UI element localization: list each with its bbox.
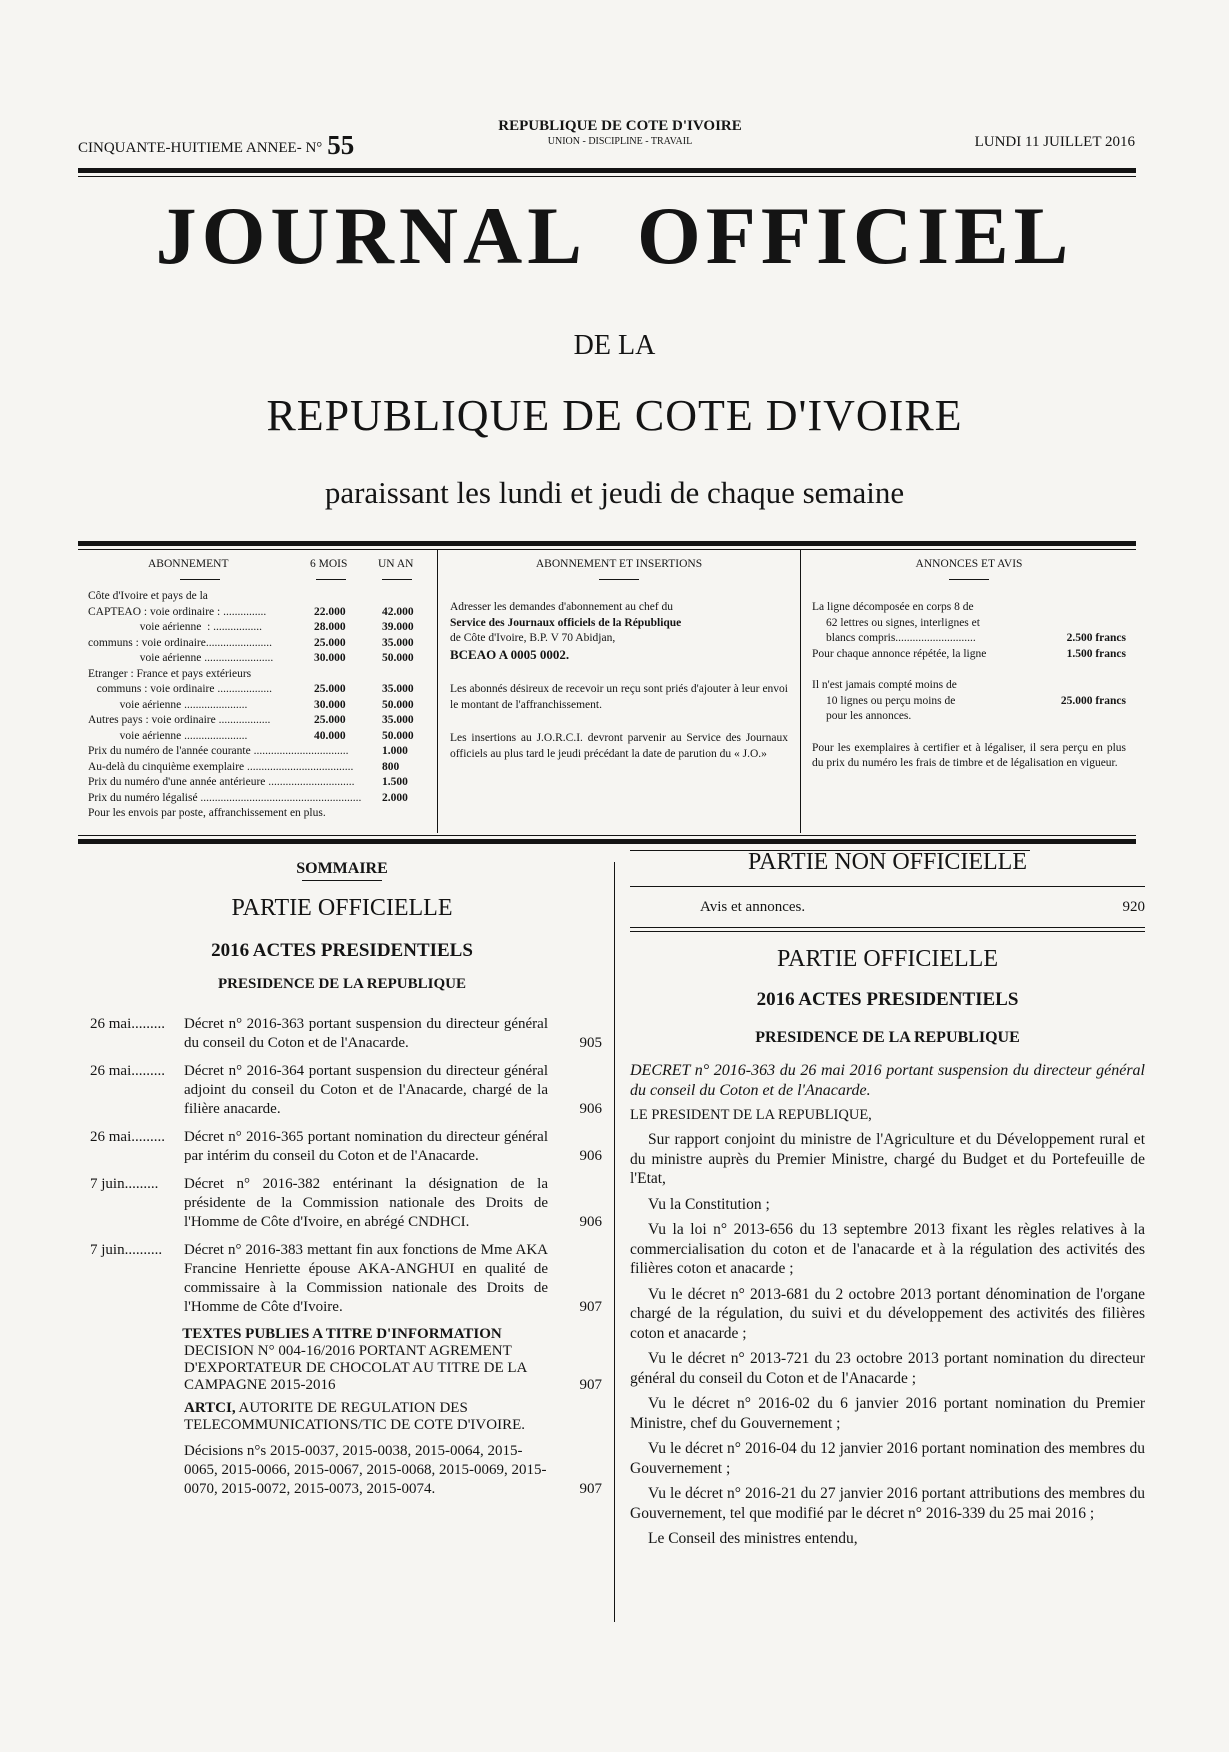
- header-rule-thin: [78, 176, 1136, 177]
- sommaire-item-text: Décret n° 2016-364 portant suspension du directeur général adjoint du conseil du Coton et de l'Anacarde, chargé de la filière anacarde.: [184, 1063, 548, 1117]
- avis-page: 920: [1122, 899, 1145, 915]
- abonnement-row-unan: 39.000: [382, 621, 414, 633]
- abonnement-row-label: voie aérienne ......................: [88, 698, 248, 711]
- masthead-word-journal: JOURNAL: [155, 190, 587, 281]
- sommaire-item-page: 907: [579, 1299, 602, 1315]
- sub-box-bottom-rule: [78, 839, 1136, 844]
- masthead-republique: REPUBLIQUE DE COTE D'IVOIRE: [266, 391, 963, 440]
- right-presidence: PRESIDENCE DE LA REPUBLIQUE: [755, 1029, 1020, 1046]
- abonnement-row-label: Prix du numéro de l'année courante .................................: [88, 745, 349, 757]
- annonces-legalisation: Pour les exemplaires à certifier et à légaliser, il sera perçu en plus du prix du numéro les frais de timbre et de légalisation en vigueur.: [812, 741, 1126, 769]
- subscription-box: [82, 549, 1134, 833]
- abonnement-row-6mois: 40.000: [314, 729, 346, 742]
- decisions-page: 907: [579, 1481, 602, 1497]
- decret-title: DECRET n° 2016-363 du 26 mai 2016 portant suspension du directeur général du conseil du Coton et de l'Anacarde.: [630, 1062, 1145, 1099]
- annonces-line: La ligne décomposée en corps 8 de: [812, 601, 974, 613]
- abonnement-row-6mois: 22.000: [314, 605, 346, 618]
- annonces-title: ANNONCES ET AVIS: [915, 558, 1023, 570]
- abonnement-row-label: communs : voie ordinaire.......................: [88, 636, 272, 649]
- abonnement-row: [88, 667, 428, 683]
- abonnement-row-label: Prix du numéro d'une année antérieure ..............................: [88, 776, 355, 788]
- abonnement-row-6mois: 30.000: [314, 698, 346, 711]
- sommaire-item-page: 906: [579, 1148, 602, 1164]
- sommaire-item-date: 26 mai.........: [90, 1129, 165, 1145]
- abonnement-row-unan: 50.000: [382, 729, 414, 742]
- annonces-line: pour les annonces.: [826, 710, 912, 722]
- avis-annonces-entry: [630, 899, 1145, 919]
- sommaire-actes: 2016 ACTES PRESIDENTIELS: [211, 940, 473, 961]
- decret-paragraph: Sur rapport conjoint du ministre de l'Agriculture et du Développement rural et du ministre auprès du Premier Ministre, chargé du Budget et du Portefeuille de l'Etat,: [630, 1131, 1145, 1187]
- abonnement-row: [88, 729, 428, 745]
- decret-paragraphs: [630, 1130, 1145, 1549]
- insertions-text-1: Adresser les demandes d'abonnement au chef du: [450, 601, 674, 613]
- abonnement-row-label: Prix du numéro légalisé ........................................................: [88, 791, 362, 804]
- partie-non-officielle: PARTIE NON OFFICIELLE: [747, 849, 1027, 875]
- abonnement-row: [88, 698, 428, 714]
- sommaire-section: [82, 850, 602, 1499]
- abonnement-row-label: Côte d'Ivoire et pays de la: [88, 590, 208, 602]
- abonnement-row-6mois: 30.000: [314, 652, 346, 664]
- abonnement-title: ABONNEMENT: [148, 558, 229, 570]
- artci-text: AUTORITE DE REGULATION DES TELECOMMUNICATIONS/TIC DE COTE D'IVOIRE.: [184, 1400, 526, 1433]
- decret-paragraph: Vu le décret n° 2016-21 du 27 janvier 2016 portant attributions des membres du Gouvernement, tel que modifié par le décret n° 2016-339 du 25 mai 2016 ;: [630, 1485, 1145, 1522]
- insertions-column: [450, 557, 788, 775]
- republic-header: REPUBLIQUE DE COTE D'IVOIRE: [498, 118, 742, 134]
- box-divider-2: [800, 549, 801, 833]
- abonnement-row-label: CAPTEAO : voie ordinaire : ...............: [88, 605, 267, 618]
- masthead-title: [0, 190, 1229, 281]
- abonnement-unan-header: UN AN: [378, 558, 414, 570]
- decision-text: DECISION N° 004-16/2016 PORTANT AGREMENT D'EXPORTATEUR DE CHOCOLAT AU TITRE DE LA CAMPAGNE 2015-2016: [184, 1343, 527, 1393]
- sommaire-item: [82, 1015, 602, 1053]
- artci-entry: [184, 1400, 582, 1434]
- sommaire-item: [82, 1241, 602, 1317]
- artci-bold: ARTCI,: [184, 1400, 236, 1416]
- abonnement-row-label: voie aérienne ......................: [88, 729, 248, 742]
- abonnement-row-unan: 1.500: [382, 776, 408, 788]
- right-column: [630, 850, 1145, 1555]
- abonnement-row: [88, 775, 428, 791]
- decision-004: [184, 1343, 602, 1394]
- annonces-line: blancs compris............................ 2.500 francs: [812, 631, 1126, 647]
- abonnement-rows: [88, 589, 428, 822]
- column-divider: [614, 862, 615, 1622]
- decret-paragraph: Vu le décret n° 2013-721 du 23 octobre 2013 portant nomination du directeur général du conseil du Coton et de l'Anacarde ;: [630, 1350, 1145, 1387]
- decisions-list: Décisions n°s 2015-0037, 2015-0038, 2015-0064, 2015-0065, 2015-0066, 2015-0067, 2015-0068, 2015-0069, 2015-0070, 2015-0072, 2015-0073, 2015-0074.: [184, 1443, 547, 1497]
- sommaire-partie-officielle: PARTIE OFFICIELLE: [231, 895, 453, 921]
- sommaire-item-date: 7 juin..........: [90, 1242, 163, 1258]
- right-actes: 2016 ACTES PRESIDENTIELS: [756, 989, 1019, 1010]
- abonnement-row: [88, 760, 428, 776]
- abonnement-row-label: Etranger : France et pays extérieurs: [88, 667, 252, 680]
- abonnement-row-6mois: 28.000: [314, 621, 346, 633]
- abonnement-row-label: Autres pays : voie ordinaire ..................: [88, 714, 271, 726]
- abonnement-row-label: Pour les envois par poste, affranchissement en plus.: [88, 807, 326, 819]
- decret-paragraph: Vu le décret n° 2013-681 du 2 octobre 2013 portant dénomination de l'organe chargé de la régulation, du suivi et du développement des activités des filières coton et anacarde ;: [630, 1285, 1145, 1342]
- abonnement-row-unan: 42.000: [382, 605, 414, 618]
- abonnement-row: [88, 620, 428, 636]
- insertions-service: Service des Journaux officiels de la République: [450, 616, 682, 629]
- abonnement-row-6mois: 25.000: [314, 714, 346, 726]
- decision-page: 907: [579, 1377, 602, 1393]
- abonnement-row-unan: 800: [382, 760, 400, 773]
- sommaire-item-text: Décret n° 2016-365 portant nomination du directeur général par intérim du conseil du Coton et de l'Anacarde.: [184, 1129, 548, 1164]
- insertions-title: ABONNEMENT ET INSERTIONS: [535, 558, 703, 570]
- national-motto: UNION - DISCIPLINE - TRAVAIL: [547, 136, 693, 147]
- decret-paragraph: Le Conseil des ministres entendu,: [648, 1530, 858, 1547]
- avis-text: Avis et annonces.: [700, 899, 806, 915]
- le-president: LE PRESIDENT DE LA REPUBLIQUE,: [630, 1107, 872, 1123]
- header-republic: [420, 118, 820, 147]
- sommaire-item-text: Décret n° 2016-363 portant suspension du directeur général du conseil du Coton et de l'Anacarde.: [184, 1016, 548, 1051]
- abonnement-row-label: Au-delà du cinquième exemplaire .....................................: [88, 760, 354, 773]
- sommaire-item-text: Décret n° 2016-382 entérinant la désignation de la présidente de la Commission nationale des Droits de l'Homme de Côte d'Ivoire, en abrégé CNDHCI.: [184, 1176, 548, 1230]
- abonnement-row-6mois: 25.000: [314, 636, 346, 649]
- sommaire-items: [82, 1015, 602, 1317]
- annonces-line: 62 lettres ou signes, interlignes et: [826, 616, 980, 629]
- decret-paragraph: Vu la loi n° 2013-656 du 13 septembre 2013 fixant les règles relatives à la commercialisation du coton et de l'anacarde et à la régulation des activités des filières coton et anacarde ;: [630, 1221, 1145, 1277]
- abonnement-row-6mois: 25.000: [314, 683, 346, 695]
- abonnement-row-label: voie aérienne : .................: [88, 621, 263, 633]
- sommaire-item: [82, 1128, 602, 1166]
- annonces-line: 10 lignes ou perçu moins de 25.000 francs: [812, 694, 1126, 710]
- insertions-bceao: BCEAO A 0005 0002.: [450, 646, 570, 662]
- abonnement-row: [88, 791, 428, 807]
- box-divider-1: [437, 549, 438, 833]
- sommaire-item-date: 7 juin.........: [90, 1176, 159, 1192]
- issue-year-label: [78, 130, 354, 161]
- annonces-price-1: 2.500 francs: [1066, 632, 1126, 644]
- abonnement-row-unan: 35.000: [382, 636, 414, 649]
- sub-box-bottom-rule-thin: [78, 835, 1136, 836]
- abonnement-row: [88, 651, 428, 667]
- abonnement-column: [88, 557, 428, 822]
- publication-frequency: paraissant les lundi et jeudi de chaque semaine: [324, 475, 905, 510]
- sommaire-presidence: PRESIDENCE DE LA REPUBLIQUE: [218, 976, 466, 992]
- decret-paragraph: Vu le décret n° 2016-04 du 12 janvier 2016 portant nomination des membres du Gouvernement ;: [630, 1440, 1145, 1477]
- decret-paragraph: Vu le décret n° 2016-02 du 6 janvier 2016 portant nomination du Premier Ministre, chef du Gouvernement ;: [630, 1395, 1145, 1432]
- abonnement-row: [88, 744, 428, 760]
- artci-decisions: [184, 1442, 602, 1499]
- annonces-line: Pour chaque annonce répétée, la ligne 1.500 francs: [812, 647, 1126, 663]
- annonces-column: [812, 557, 1126, 772]
- right-partie-officielle: PARTIE OFFICIELLE: [776, 946, 998, 972]
- sommaire-item: [82, 1062, 602, 1119]
- sommaire-item-page: 905: [579, 1035, 602, 1051]
- abonnement-row-unan: 35.000: [382, 714, 414, 726]
- issue-number: 55: [327, 130, 355, 160]
- masthead-word-officiel: OFFICIEL: [636, 190, 1074, 281]
- issue-date: LUNDI 11 JUILLET 2016: [974, 134, 1135, 150]
- annonces-line: Il n'est jamais compté moins de: [812, 679, 957, 691]
- textes-publies-title: TEXTES PUBLIES A TITRE D'INFORMATION: [182, 1326, 502, 1342]
- abonnement-row-unan: 1.000: [382, 745, 408, 757]
- abonnement-row: [88, 806, 428, 822]
- abonnement-6mois-header: 6 MOIS: [310, 558, 348, 570]
- insertions-text-3: Les insertions au J.O.R.C.I. devront parvenir au Service des Journaux officiels au plus tard le jeudi précédant la date de parution du « J.O.»: [450, 732, 788, 760]
- masthead-de-la: DE LA: [573, 330, 656, 361]
- abonnement-row-label: voie aérienne ........................: [88, 652, 274, 664]
- abonnement-row-unan: 50.000: [382, 698, 414, 711]
- sommaire-item-page: 906: [579, 1214, 602, 1230]
- abonnement-row-unan: 35.000: [382, 683, 414, 695]
- abonnement-row: [88, 682, 428, 698]
- sommaire-item-page: 906: [579, 1101, 602, 1117]
- sub-box-top-rule: [78, 541, 1136, 546]
- abonnement-row-unan: 50.000: [382, 652, 414, 664]
- header-rule: [78, 168, 1136, 173]
- abonnement-row-label: communs : voie ordinaire ...................: [88, 683, 272, 695]
- abonnement-row: [88, 636, 428, 652]
- abonnement-row: [88, 589, 428, 605]
- sommaire-title: SOMMAIRE: [296, 860, 388, 877]
- sommaire-item-date: 26 mai.........: [90, 1016, 165, 1032]
- sommaire-item-text: Décret n° 2016-383 mettant fin aux fonctions de Mme AKA Francine Henriette épouse AKA-ANGHUI en qualité de commissaire à la Commission nationale des Droits de l'Homme de Côte d'Ivoire.: [184, 1242, 548, 1315]
- annonces-price-2: 1.500 francs: [1066, 647, 1126, 660]
- sommaire-item-date: 26 mai.........: [90, 1063, 165, 1079]
- abonnement-row: [88, 713, 428, 729]
- insertions-address: de Côte d'Ivoire, B.P. V 70 Abidjan,: [450, 632, 616, 644]
- insertions-text-2: Les abonnés désireux de recevoir un reçu sont priés d'ajouter à leur envoi le montant de l'affranchissement.: [450, 683, 788, 711]
- annonces-price-3: 25.000 francs: [1060, 694, 1126, 707]
- sommaire-item: [82, 1175, 602, 1232]
- year-label: CINQUANTE-HUITIEME ANNEE- N°: [78, 140, 323, 156]
- abonnement-row: [88, 605, 428, 621]
- abonnement-row-unan: 2.000: [382, 791, 408, 804]
- decret-paragraph: Vu la Constitution ;: [648, 1195, 770, 1213]
